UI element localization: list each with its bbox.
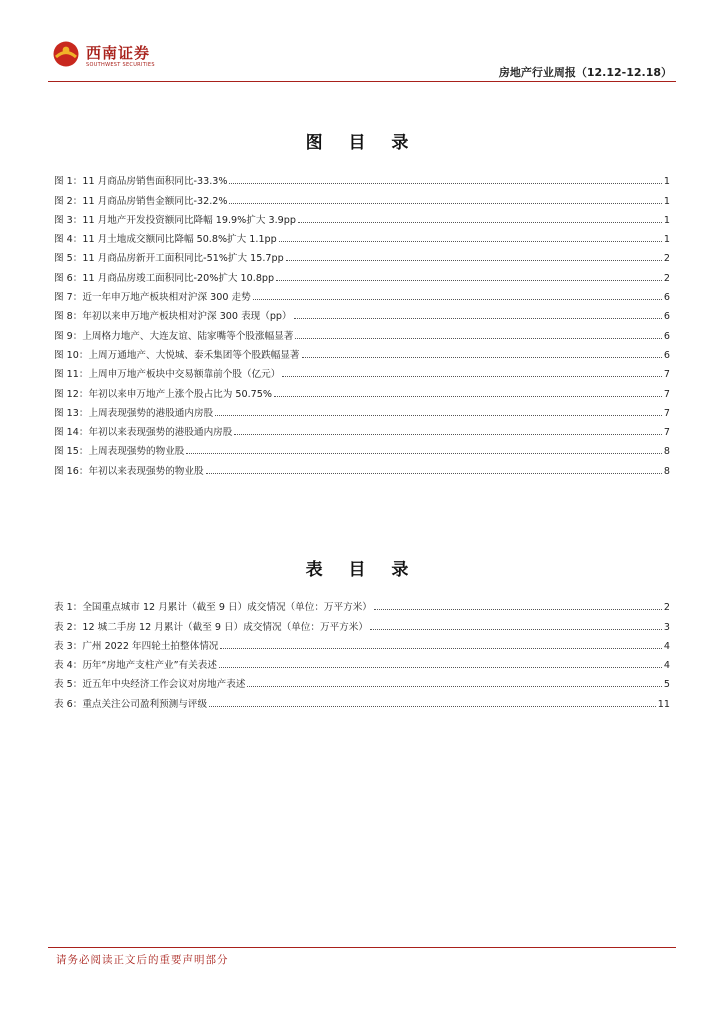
toc-entry-label: 图 5：11 月商品房新开工面积同比-51%扩大 15.7pp [54,253,284,265]
footer-divider [48,947,676,948]
footer-disclaimer: 请务必阅读正文后的重要声明部分 [56,954,229,966]
toc-entry-page: 1 [663,176,670,188]
toc-leader [274,396,662,397]
toc-leader [253,299,662,300]
toc-leader [186,453,662,454]
toc-entry-page: 8 [663,446,670,458]
toc-entry-label: 图 16：年初以来表现强势的物业股 [54,465,204,477]
toc-entry[interactable] [54,342,670,361]
toc-entry[interactable] [54,187,670,206]
toc-entry[interactable] [54,245,670,264]
toc-leader [302,357,662,358]
toc-leader [286,260,662,261]
toc-entry-label: 图 1：11 月商品房销售面积同比-33.3% [54,176,228,188]
toc-entry-label: 图 10：上周万通地产、大悦城、泰禾集团等个股跌幅显著 [54,349,300,361]
toc-entry-label: 表 4：历年“房地产支柱产业”有关表述 [54,660,217,672]
toc-leader [247,686,661,687]
toc-entry-page: 11 [657,698,670,710]
toc-entry[interactable] [54,380,670,399]
toc-entry[interactable] [54,361,670,380]
toc-entry[interactable] [54,652,670,671]
toc-entry-label: 图 15：上周表现强势的物业股 [54,446,185,458]
toc-entry[interactable] [54,168,670,187]
toc-entry[interactable] [54,633,670,652]
toc-entry-label: 表 3：广州 2022 年四轮土拍整体情况 [54,640,219,652]
toc-entry-page: 7 [663,407,670,419]
header-divider [48,81,676,82]
toc-entry-page: 2 [663,253,670,265]
toc-entry[interactable] [54,284,670,303]
toc-entry-page: 1 [663,195,670,207]
toc-entry-label: 图 3：11 月地产开发投资额同比降幅 19.9%扩大 3.9pp [54,214,296,226]
toc-entry-label: 图 11：上周申万地产板块中交易额靠前个股（亿元） [54,369,281,381]
toc-leader [370,629,662,630]
toc-entry-label: 图 2：11 月商品房销售金额同比-32.2% [54,195,228,207]
toc-entry-page: 5 [663,679,670,691]
toc-entry-label: 图 9：上周格力地产、大连友谊、陆家嘴等个股涨幅显著 [54,330,294,342]
toc-leader [295,338,661,339]
toc-leader [219,667,662,668]
toc-entry-label: 图 6：11 月商品房竣工面积同比-20%扩大 10.8pp [54,272,275,284]
toc-entry-page: 1 [663,234,670,246]
toc-entry[interactable] [54,264,670,283]
toc-leader [209,706,656,707]
toc-leader [206,473,662,474]
toc-entry-label: 图 12：年初以来申万地产上涨个股占比为 50.75% [54,388,272,400]
toc-entry-page: 6 [663,292,670,304]
toc-leader [294,318,662,319]
toc-entry[interactable] [54,594,670,613]
toc-entry-page: 1 [663,214,670,226]
toc-leader [279,241,662,242]
toc-entry-label: 图 4：11 月土地成交额同比降幅 50.8%扩大 1.1pp [54,234,277,246]
toc-entry[interactable] [54,419,670,438]
toc-entry-label: 表 6：重点关注公司盈利预测与评级 [54,698,208,710]
toc-entry-page: 2 [663,272,670,284]
toc-entry[interactable] [54,671,670,690]
toc-entry-page: 4 [663,660,670,672]
table-toc-list [54,594,670,710]
toc-entry[interactable] [54,457,670,476]
toc-entry-page: 7 [663,427,670,439]
toc-entry[interactable] [54,613,670,632]
toc-leader [229,183,661,184]
toc-entry-label: 图 13：上周表现强势的港股通内房股 [54,407,214,419]
figure-toc-list [54,168,670,477]
toc-entry-label: 图 14：年初以来表现强势的港股通内房股 [54,427,233,439]
toc-leader [220,648,662,649]
toc-entry-page: 4 [663,640,670,652]
toc-leader [374,609,662,610]
toc-entry-page: 3 [663,621,670,633]
toc-leader [282,376,662,377]
toc-entry[interactable] [54,690,670,709]
toc-entry[interactable] [54,226,670,245]
table-toc-title: 表 目 录 [305,560,419,580]
toc-entry[interactable] [54,303,670,322]
logo-text-en: SOUTHWEST SECURITIES [86,62,155,68]
page-header [48,38,676,82]
toc-entry-label: 图 7：近一年申万地产板块相对沪深 300 走势 [54,292,251,304]
toc-entry-page: 2 [663,602,670,614]
company-logo [52,38,162,78]
toc-leader [276,280,662,281]
logo-emblem-icon [52,40,80,68]
toc-entry-page: 7 [663,369,670,381]
toc-entry-label: 表 5：近五年中央经济工作会议对房地产表述 [54,679,246,691]
toc-entry-page: 6 [663,311,670,323]
toc-entry-page: 7 [663,388,670,400]
toc-entry[interactable] [54,400,670,419]
report-title: 房地产行业周报（12.12-12.18） [498,66,672,79]
toc-entry[interactable] [54,438,670,457]
toc-entry[interactable] [54,207,670,226]
toc-entry-label: 图 8：年初以来申万地产板块相对沪深 300 表现（pp） [54,311,292,323]
figure-toc-title: 图 目 录 [305,133,419,153]
toc-entry-label: 表 1：全国重点城市 12 月累计（截至 9 日）成交情况（单位：万平方米） [54,602,372,614]
toc-leader [215,415,662,416]
toc-entry-label: 表 2：12 城二手房 12 月累计（截至 9 日）成交情况（单位：万平方米） [54,621,368,633]
toc-leader [229,203,661,204]
toc-entry-page: 6 [663,330,670,342]
toc-entry-page: 8 [663,465,670,477]
logo-text-cn: 西南证券 [86,44,151,62]
toc-leader [298,222,662,223]
toc-entry[interactable] [54,322,670,341]
toc-leader [234,434,662,435]
toc-entry-page: 6 [663,349,670,361]
